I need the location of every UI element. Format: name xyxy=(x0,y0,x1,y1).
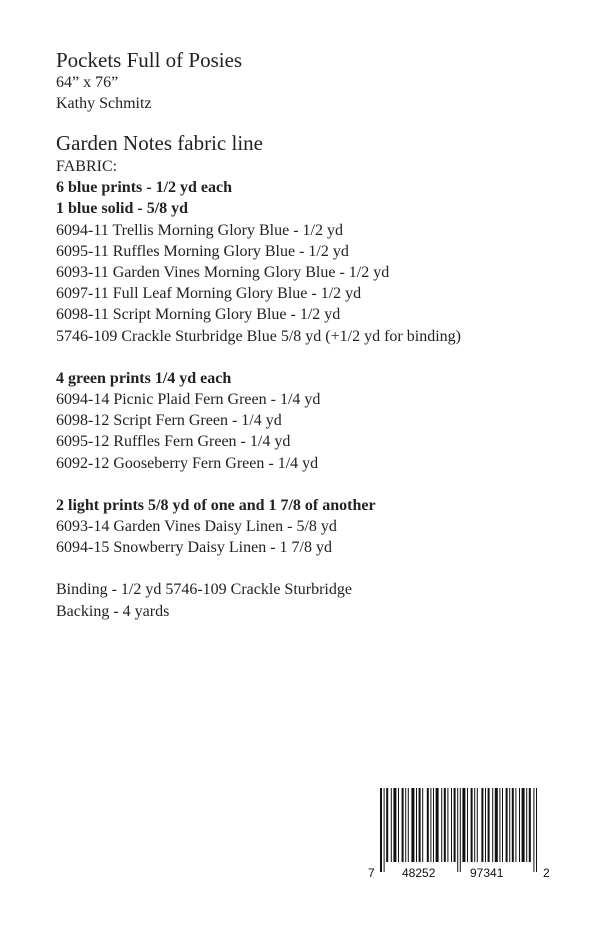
barcode-bar xyxy=(462,788,465,862)
fabric-requirements-sheet xyxy=(56,46,576,622)
barcode-bar xyxy=(447,788,448,862)
barcode-bar xyxy=(512,788,514,862)
fabric-list-item: 6093-11 Garden Vines Morning Glory Blue - 1/2 yd xyxy=(56,264,390,282)
barcode-bar xyxy=(529,788,531,862)
barcode-bar xyxy=(509,788,510,862)
fabric-list-item: 6095-12 Ruffles Fern Green - 1/4 yd xyxy=(56,433,291,451)
barcode-bar xyxy=(526,788,527,862)
fabric-list-item: 6097-11 Full Leaf Morning Glory Blue - 1/2 yd xyxy=(56,285,362,303)
barcode-bar xyxy=(430,788,431,862)
barcode-bar xyxy=(441,788,442,862)
green-prints-heading: 4 green prints 1/4 yd each xyxy=(56,369,232,387)
section-spacer xyxy=(56,474,576,495)
fabric-list-item: 6094-11 Trellis Morning Glory Blue - 1/2 yd xyxy=(56,221,343,239)
barcode-digit-first: 7 xyxy=(368,866,375,880)
barcode-bar xyxy=(492,788,493,862)
barcode-bar xyxy=(393,788,396,862)
blue-prints-heading: 6 blue prints - 1/2 yd each xyxy=(56,179,233,197)
barcode-bar xyxy=(436,788,439,862)
barcode-digit-group-right: 97341 xyxy=(470,866,504,880)
finishing-group xyxy=(56,579,576,621)
fabric-list-item: 5746-109 Crackle Sturbridge Blue 5/8 yd (+1/2 yd for binding) xyxy=(56,327,461,345)
barcode-digit-last: 2 xyxy=(543,866,550,880)
barcode-bar xyxy=(405,788,406,862)
barcode-bar xyxy=(477,788,478,862)
barcode-bar xyxy=(457,788,458,872)
backing-requirement: Backing - 4 yards xyxy=(56,602,170,620)
fabric-list-item: 6095-11 Ruffles Morning Glory Blue - 1/2 yd xyxy=(56,242,349,260)
barcode-bar xyxy=(386,788,388,862)
barcode-bar xyxy=(444,788,446,862)
section-spacer xyxy=(56,347,576,368)
barcode-bar xyxy=(416,788,417,862)
barcode-digit-group-left: 48252 xyxy=(402,866,436,880)
barcode-bar xyxy=(411,788,414,862)
pattern-title: Pockets Full of Posies xyxy=(56,48,243,72)
green-fabric-group xyxy=(56,368,576,474)
barcode-bar xyxy=(522,788,525,862)
blue-solid-heading: 1 blue solid - 5/8 yd xyxy=(56,200,189,218)
barcode-bar xyxy=(488,788,490,862)
barcode-bar xyxy=(519,788,520,862)
light-prints-heading: 2 light prints 5/8 yd of one and 1 7/8 of another xyxy=(56,496,376,514)
barcode-bar xyxy=(499,788,500,862)
barcode-bar xyxy=(536,788,537,872)
fabric-list-item: 6092-12 Gooseberry Fern Green - 1/4 yd xyxy=(56,454,319,472)
barcode-digits xyxy=(368,866,550,880)
barcode-bars xyxy=(380,788,537,872)
barcode-bar xyxy=(506,788,508,862)
barcode-bar xyxy=(433,788,434,862)
barcode-bar xyxy=(467,788,468,862)
upc-barcode xyxy=(366,784,552,892)
barcode-bar xyxy=(471,788,473,862)
barcode-bar xyxy=(451,788,452,862)
barcode-bar xyxy=(474,788,475,862)
fabric-list-item: 6098-11 Script Morning Glory Blue - 1/2 yd xyxy=(56,306,341,324)
barcode-bar xyxy=(398,788,399,862)
light-fabric-group xyxy=(56,495,576,559)
barcode-bar xyxy=(380,788,382,872)
barcode-bar xyxy=(427,788,429,862)
designer-name: Kathy Schmitz xyxy=(56,95,152,112)
barcode-graphic xyxy=(366,784,552,892)
barcode-bar xyxy=(419,788,421,862)
barcode-bar xyxy=(454,788,456,862)
fabric-list-item: 6093-14 Garden Vines Daisy Linen - 5/8 yd xyxy=(56,518,337,536)
barcode-bar xyxy=(391,788,392,862)
quilt-size: 64” x 76” xyxy=(56,74,119,91)
barcode-bar xyxy=(384,788,385,872)
fabric-line-name: Garden Notes fabric line xyxy=(56,131,263,155)
barcode-bar xyxy=(402,788,404,862)
barcode-bar xyxy=(460,788,461,872)
fabric-list-item: 6094-14 Picnic Plaid Fern Green - 1/4 yd xyxy=(56,391,321,409)
barcode-bar xyxy=(533,788,534,872)
blue-fabric-group xyxy=(56,177,576,347)
barcode-bar xyxy=(408,788,409,862)
fabric-list-item: 6098-12 Script Fern Green - 1/4 yd xyxy=(56,412,282,430)
barcode-bar xyxy=(502,788,503,862)
section-spacer xyxy=(56,558,576,579)
barcode-bar xyxy=(515,788,516,862)
barcode-bar xyxy=(495,788,498,862)
binding-requirement: Binding - 1/2 yd 5746-109 Crackle Sturbridge xyxy=(56,581,352,599)
barcode-bar xyxy=(485,788,486,862)
fabric-list-item: 6094-15 Snowberry Daisy Linen - 1 7/8 yd xyxy=(56,539,332,557)
barcode-bar xyxy=(422,788,423,862)
fabric-heading: FABRIC: xyxy=(56,158,118,175)
barcode-bar xyxy=(481,788,483,862)
